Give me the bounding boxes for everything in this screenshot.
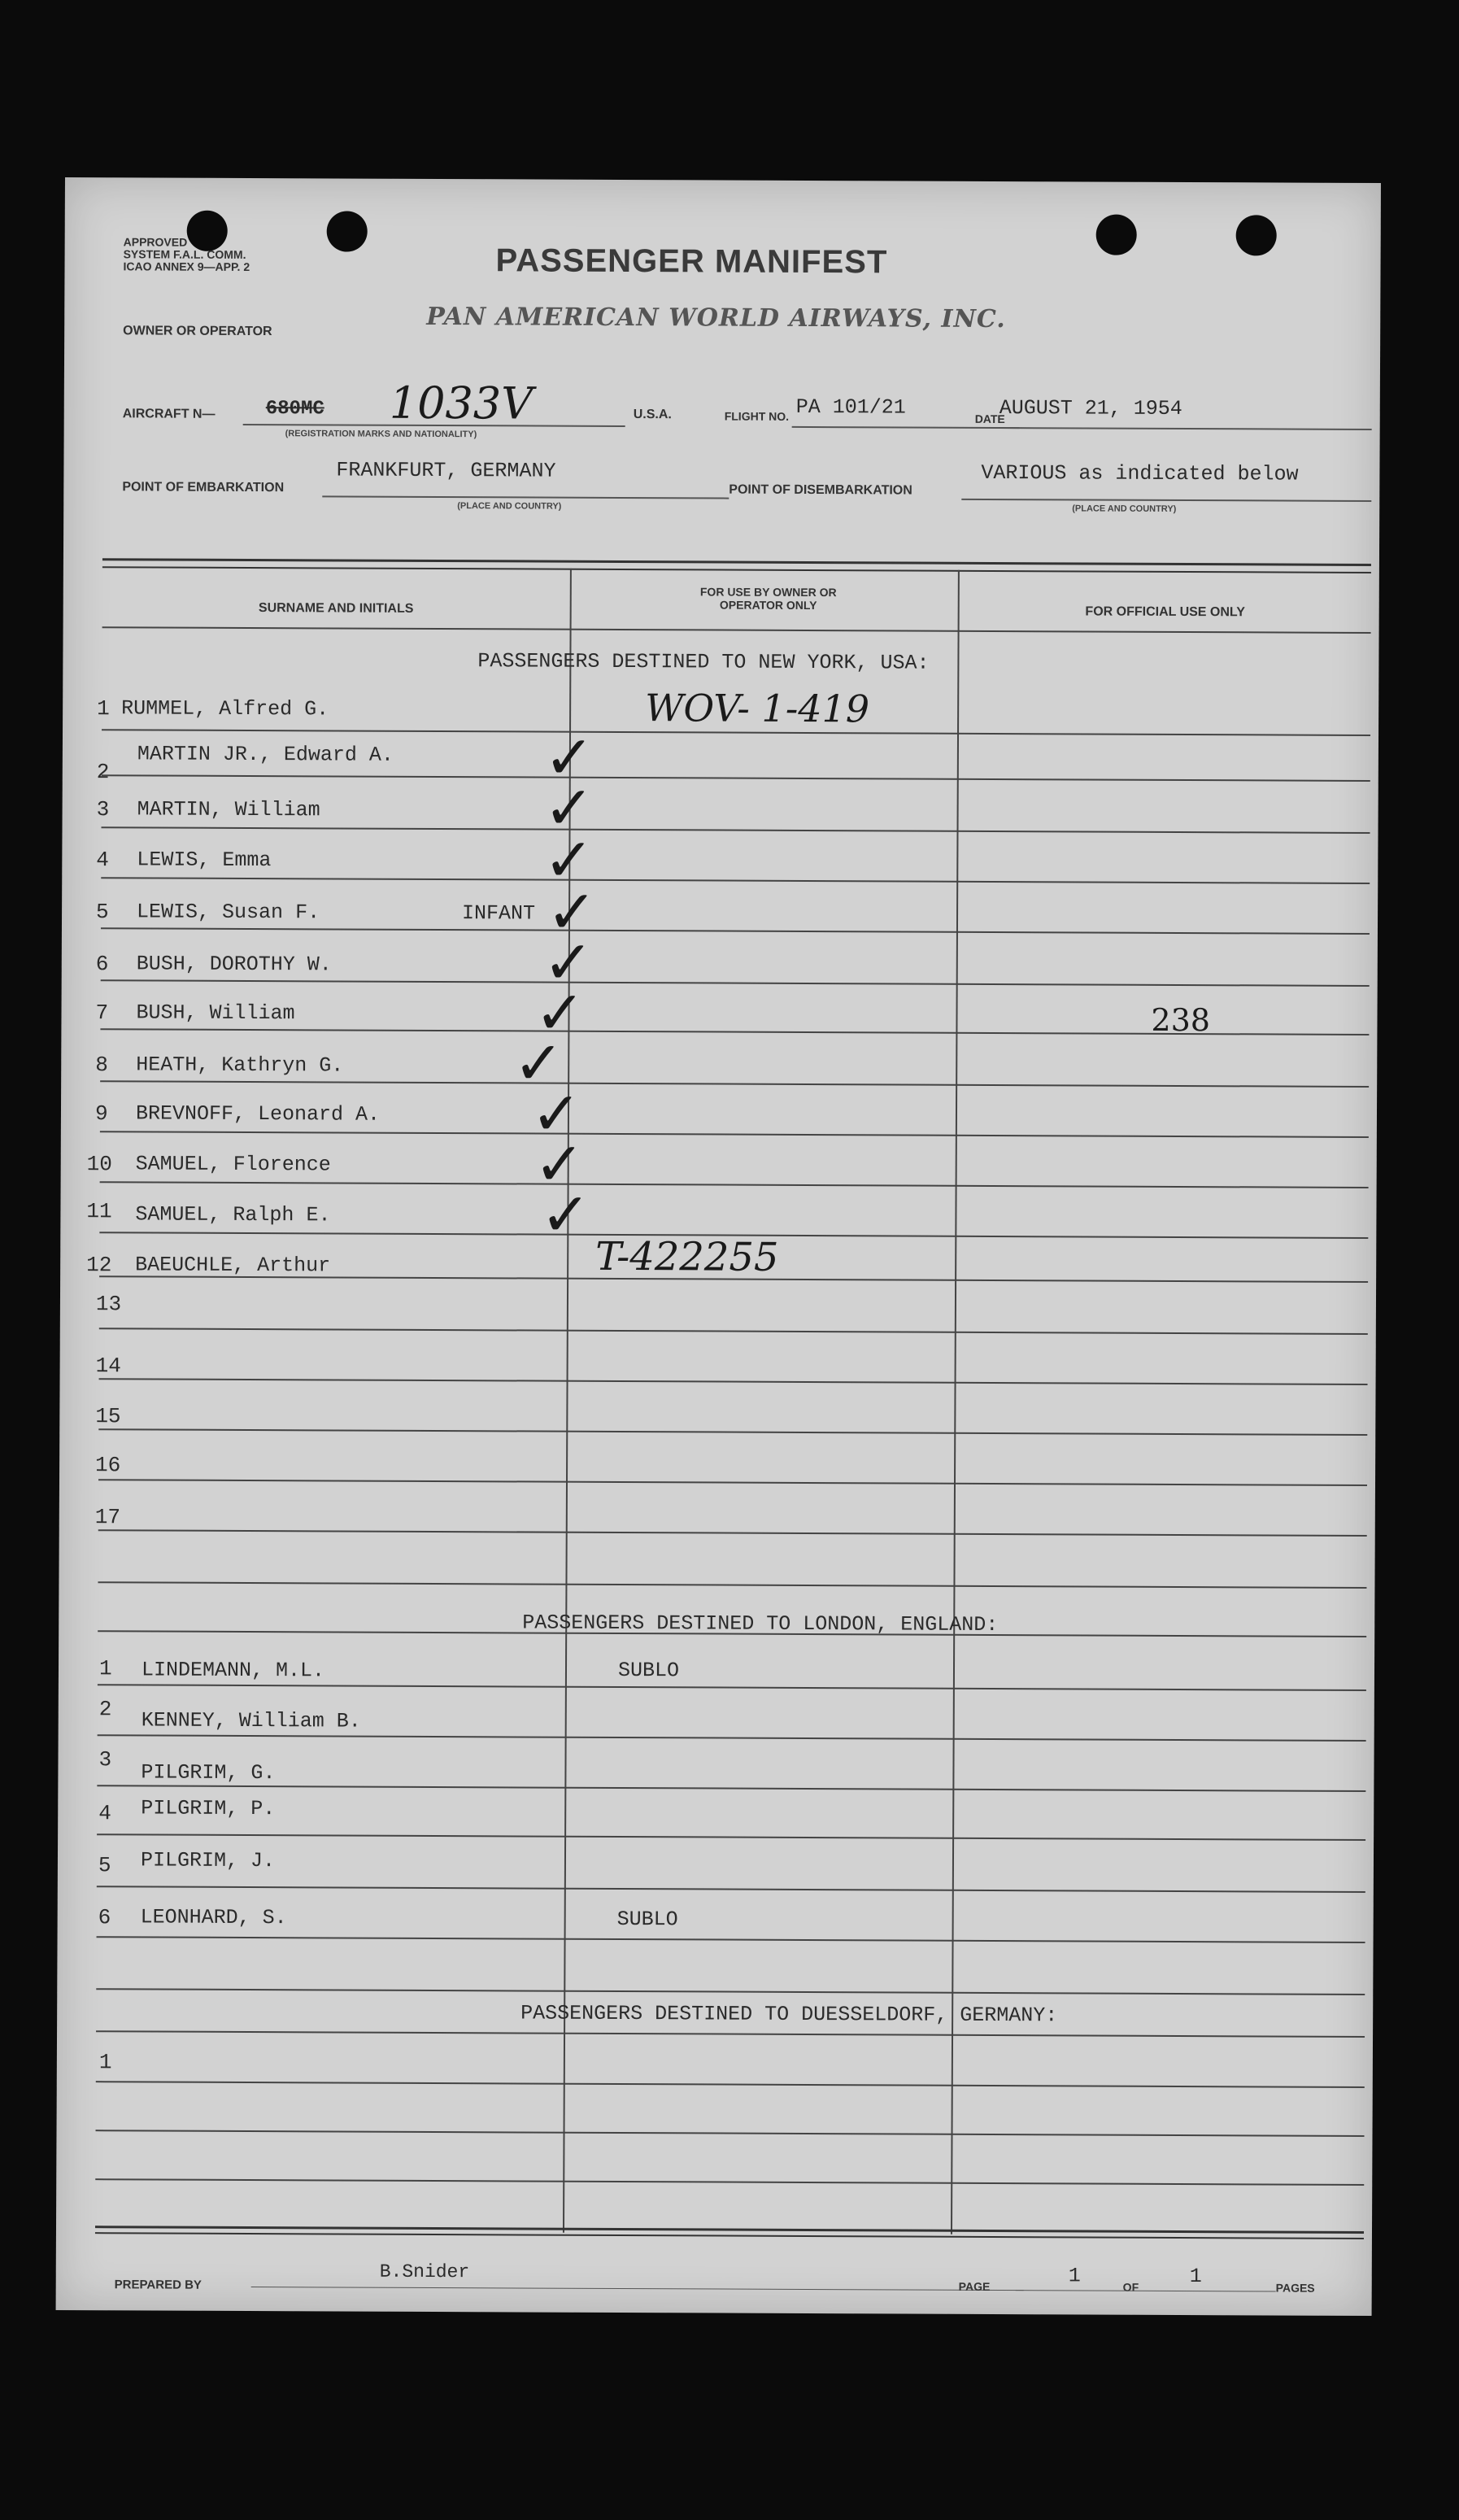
row-number: 17: [94, 1505, 121, 1530]
passenger-name: BUSH, William: [136, 1001, 295, 1026]
owner-note: SUBLO: [617, 1658, 680, 1683]
prepared-by-value: B.Snider: [379, 2261, 470, 2283]
row-number: 13: [95, 1292, 122, 1317]
check-mark: ✓: [534, 1129, 585, 1200]
row-number: 2: [98, 1697, 112, 1722]
registration-note: (REGISTRATION MARKS AND NATIONALITY): [285, 429, 477, 440]
check-mark: ✓: [534, 978, 586, 1049]
total-pages: 1: [1189, 2265, 1202, 2289]
passenger-name: SAMUEL, Ralph E.: [135, 1202, 331, 1227]
aircraft-number: 1033V: [389, 377, 534, 429]
row-number: 6: [98, 1905, 111, 1930]
row-number: 4: [96, 848, 110, 873]
row-number: 9: [94, 1101, 108, 1127]
check-mark: ✓: [513, 1028, 564, 1099]
row-number: 2: [96, 760, 110, 785]
row-number: 11: [86, 1199, 112, 1224]
passenger-name: PILGRIM, P.: [141, 1796, 276, 1821]
check-mark: ✓: [546, 877, 598, 948]
check-mark: ✓: [530, 1079, 582, 1149]
passenger-name: SAMUEL, Florence: [135, 1152, 331, 1177]
company-name: PAN AMERICAN WORLD AIRWAYS, INC.: [426, 302, 1006, 334]
owner-label: OWNER OR OPERATOR: [123, 324, 272, 339]
row-number: 7: [95, 1001, 109, 1026]
row-number: 1: [98, 2050, 112, 2075]
passenger-name: RUMMEL, Alfred G.: [121, 696, 329, 722]
col-owner-header: FOR USE BY OWNER OR OPERATOR ONLY: [699, 585, 837, 613]
col-surname-header: SURNAME AND INITIALS: [258, 601, 414, 616]
check-mark: ✓: [543, 722, 595, 793]
row-number: 1: [97, 696, 110, 722]
punch-hole: [1096, 215, 1137, 255]
row-number: 16: [95, 1453, 121, 1478]
punch-hole: [327, 211, 368, 251]
approved-line: ICAO ANNEX 9—APP. 2: [123, 259, 250, 273]
passenger-name: LEWIS, Emma: [137, 848, 272, 873]
section-heading: PASSENGERS DESTINED TO DUESSELDORF, GERMANY:: [520, 2001, 1058, 2028]
row-number: 4: [98, 1801, 111, 1826]
page-title: PASSENGER MANIFEST: [495, 242, 888, 281]
flight-label: FLIGHT NO.: [724, 409, 790, 423]
passenger-name: LINDEMANN, M.L.: [141, 1658, 325, 1683]
passenger-name: MARTIN, William: [137, 797, 320, 822]
embark-label: POINT OF EMBARKATION: [122, 480, 285, 495]
passenger-name: LEONHARD, S.: [140, 1905, 287, 1930]
check-mark: ✓: [540, 1179, 591, 1250]
aircraft-label: AIRCRAFT N—: [122, 407, 216, 421]
row-number: 3: [98, 1747, 112, 1772]
row-number: 12: [86, 1253, 112, 1278]
flight-number: PA 101/21: [795, 395, 906, 420]
row-number: 15: [95, 1404, 121, 1429]
row-number: 8: [95, 1053, 108, 1078]
passenger-name: PILGRIM, J.: [140, 1848, 276, 1873]
disembark-value: VARIOUS as indicated below: [981, 460, 1299, 486]
approved-line: APPROVED: [123, 235, 188, 249]
section-heading: PASSENGERS DESTINED TO NEW YORK, USA:: [477, 649, 930, 675]
approved-line: SYSTEM F.A.L. COMM.: [123, 247, 246, 261]
col-official-header: FOR OFFICIAL USE ONLY: [1085, 604, 1245, 620]
check-mark: ✓: [543, 773, 594, 844]
page-number: 1: [1068, 2264, 1081, 2288]
disembark-label: POINT OF DISEMBARKATION: [729, 482, 912, 498]
disembark-place-note: (PLACE AND COUNTRY): [1072, 504, 1177, 514]
punch-hole: [1236, 215, 1277, 255]
of-label: OF: [1122, 2280, 1139, 2294]
passenger-name: KENNEY, William B.: [141, 1708, 361, 1733]
prepared-by-label: PREPARED BY: [114, 2278, 202, 2292]
row-number: 1: [98, 1656, 112, 1681]
owner-note: WOV- 1-419: [645, 686, 870, 731]
row-number: 6: [95, 952, 109, 977]
infant-note: INFANT: [461, 901, 536, 926]
approved-block: [123, 236, 250, 273]
owner-note: SUBLO: [616, 1907, 678, 1932]
official-note: 238: [1151, 1001, 1211, 1039]
passenger-name: BREVNOFF, Leonard A.: [135, 1101, 381, 1127]
section-heading: PASSENGERS DESTINED TO LONDON, ENGLAND:: [522, 1611, 999, 1637]
embark-value: FRANKFURT, GERMANY: [336, 458, 556, 483]
passenger-name: LEWIS, Susan F.: [136, 900, 320, 925]
owner-note: T-422255: [595, 1233, 779, 1280]
manifest-sheet: [56, 177, 1381, 2316]
passenger-name: BAEUCHLE, Arthur: [135, 1253, 331, 1278]
row-number: 3: [96, 797, 110, 822]
passenger-name: HEATH, Kathryn G.: [136, 1053, 344, 1078]
date-label: DATE: [974, 412, 1005, 426]
usa-label: U.S.A.: [633, 408, 672, 422]
row-number: 5: [95, 900, 109, 925]
passenger-name: BUSH, DOROTHY W.: [136, 952, 332, 977]
aircraft-struck-number: 680MC: [265, 398, 324, 421]
row-number: 10: [86, 1152, 112, 1177]
check-mark: ✓: [542, 927, 594, 998]
embark-place-note: (PLACE AND COUNTRY): [457, 501, 562, 512]
passenger-name: MARTIN JR., Edward A.: [137, 742, 394, 767]
row-number: 5: [98, 1853, 111, 1878]
row-number: 14: [95, 1354, 121, 1379]
passenger-name: PILGRIM, G.: [141, 1760, 276, 1785]
page-label: PAGE: [958, 2279, 991, 2293]
date-value: AUGUST 21, 1954: [999, 396, 1182, 421]
check-mark: ✓: [543, 825, 594, 896]
pages-label: PAGES: [1275, 2281, 1315, 2295]
